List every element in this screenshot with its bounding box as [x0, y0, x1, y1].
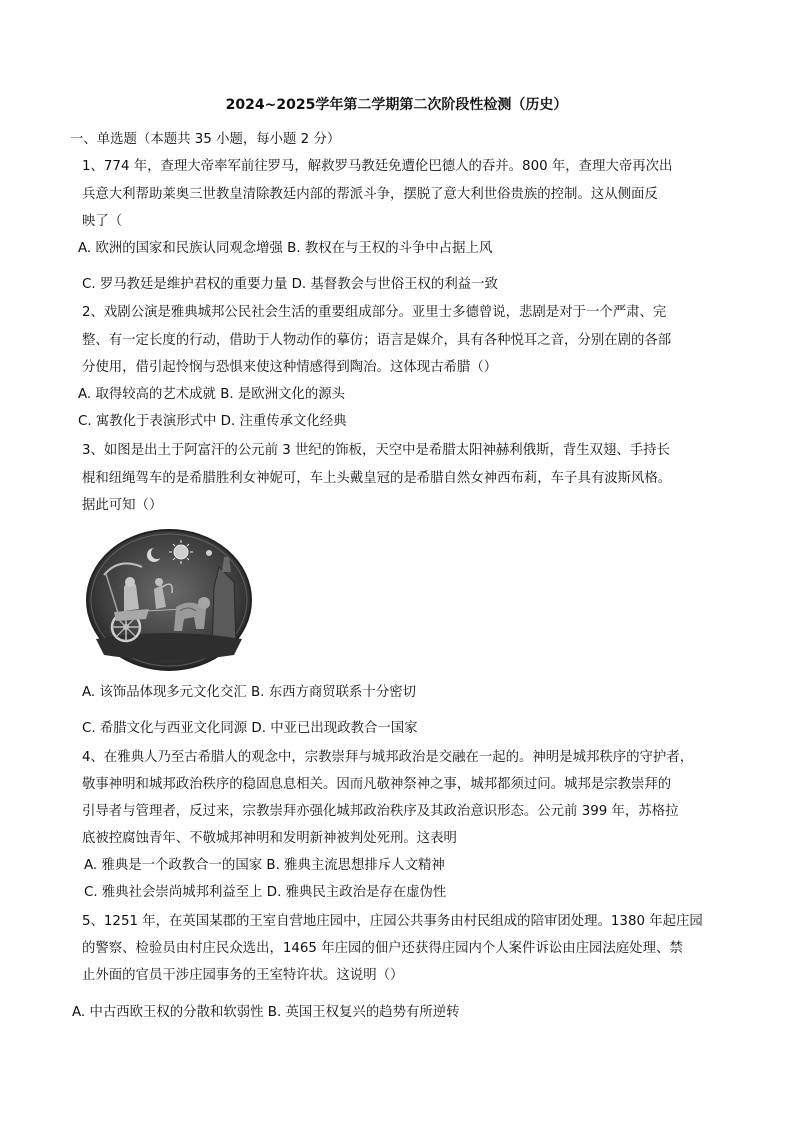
q1-line-2: 兵意大利帮助莱奥三世教皇清除教廷内部的帮派斗争，摆脱了意大利世俗贵族的控制。这从侧面反 [82, 187, 658, 202]
q4-line-4: 底被控腐蚀青年、不敬城邦神明和发明新神被判处死刑。这表明 [82, 831, 457, 846]
q2-line-1: 2、戏剧公演是雅典城邦公民社会生活的重要组成部分。亚里士多德曾说，悲剧是对于一个严肃、完 [82, 305, 667, 320]
q3-line-1: 3、如图是出土于阿富汗的公元前 3 世纪的饰板，天空中是希腊太阳神赫利俄斯，背生双翅、手持长 [82, 443, 670, 458]
q1-line-1: 1、774 年，查理大帝率军前往罗马，解救罗马教廷免遭伦巴德人的吞并。800 年，查理大帝再次出 [82, 159, 673, 174]
q2-option-cd: C. 寓教化于表演形式中 D. 注重传承文化经典 [78, 414, 347, 429]
page-title: 2024~2025学年第二学期第二次阶段性检测（历史） [225, 97, 568, 113]
q1-line-3: 映了（ [82, 214, 123, 229]
q1-option-cd: C. 罗马教廷是维护君权的重要力量 D. 基督教会与世俗王权的利益一致 [82, 277, 498, 292]
q2-line-3: 分使用，借引起怜悯与恐惧来使这种情感得到陶冶。这体现古希腊（） [82, 360, 498, 375]
q2-option-ab: A. 取得较高的艺术成就 B. 是欧洲文化的源头 [78, 387, 346, 402]
q5-line-3: 止外面的官员干涉庄园事务的王室特许状。这说明（） [82, 968, 404, 983]
q3-option-ab: A. 该饰品体现多元文化交汇 B. 东西方商贸联系十分密切 [82, 685, 416, 700]
q4-line-3: 引导者与管理者，反过来，宗教崇拜亦强化城邦政治秩序及其政治意识形态。公元前 399 年，苏格拉 [82, 804, 679, 819]
q4-line-2: 敬事神明和城邦政治秩序的稳固息息相关。因而凡敬神祭神之事，城邦都须过问。城邦是宗教崇拜的 [82, 777, 672, 792]
q4-option-cd: C. 雅典社会崇尚城邦利益至上 D. 雅典民主政治是存在虚伪性 [84, 885, 447, 900]
section-heading: 一、单选题（本题共 35 小题，每小题 2 分） [70, 132, 341, 147]
q5-line-1: 5、1251 年，在英国某郡的王室自营地庄园中，庄园公共事务由村民组成的陪审团处理。1380 年起庄园 [82, 914, 703, 929]
q4-option-ab: A. 雅典是一个政教合一的国家 B. 雅典主流思想排斥人文精神 [84, 858, 445, 873]
q4-line-1: 4、在雅典人乃至古希腊人的观念中，宗教崇拜与城邦政治是交融在一起的。神明是城邦秩序的守护者， [82, 750, 694, 765]
q2-line-2: 整、有一定长度的行动，借助于人物动作的摹仿；语言是媒介，具有各种悦耳之音，分别在剧的各部 [82, 333, 672, 348]
q3-option-cd: C. 希腊文化与西亚文化同源 D. 中亚已出现政教合一国家 [82, 721, 418, 736]
q1-option-ab: A. 欧洲的国家和民族认同观念增强 B. 教权在与王权的斗争中占据上风 [78, 241, 493, 256]
ai-khanoum-plaque-image [84, 527, 254, 672]
q5-line-2: 的警察、检验员由村庄民众选出，1465 年庄园的佃户还获得庄园内个人案件诉讼由庄园法庭处理、禁 [82, 941, 683, 956]
q5-option-ab: A. 中古西欧王权的分散和软弱性 B. 英国王权复兴的趋势有所逆转 [72, 1005, 460, 1020]
q3-line-3: 据此可知（） [82, 498, 163, 513]
q3-line-2: 棍和纽绳驾车的是希腊胜利女神妮可，车上头戴皇冠的是希腊自然女神西布莉，车子具有波斯风格。 [82, 471, 672, 486]
